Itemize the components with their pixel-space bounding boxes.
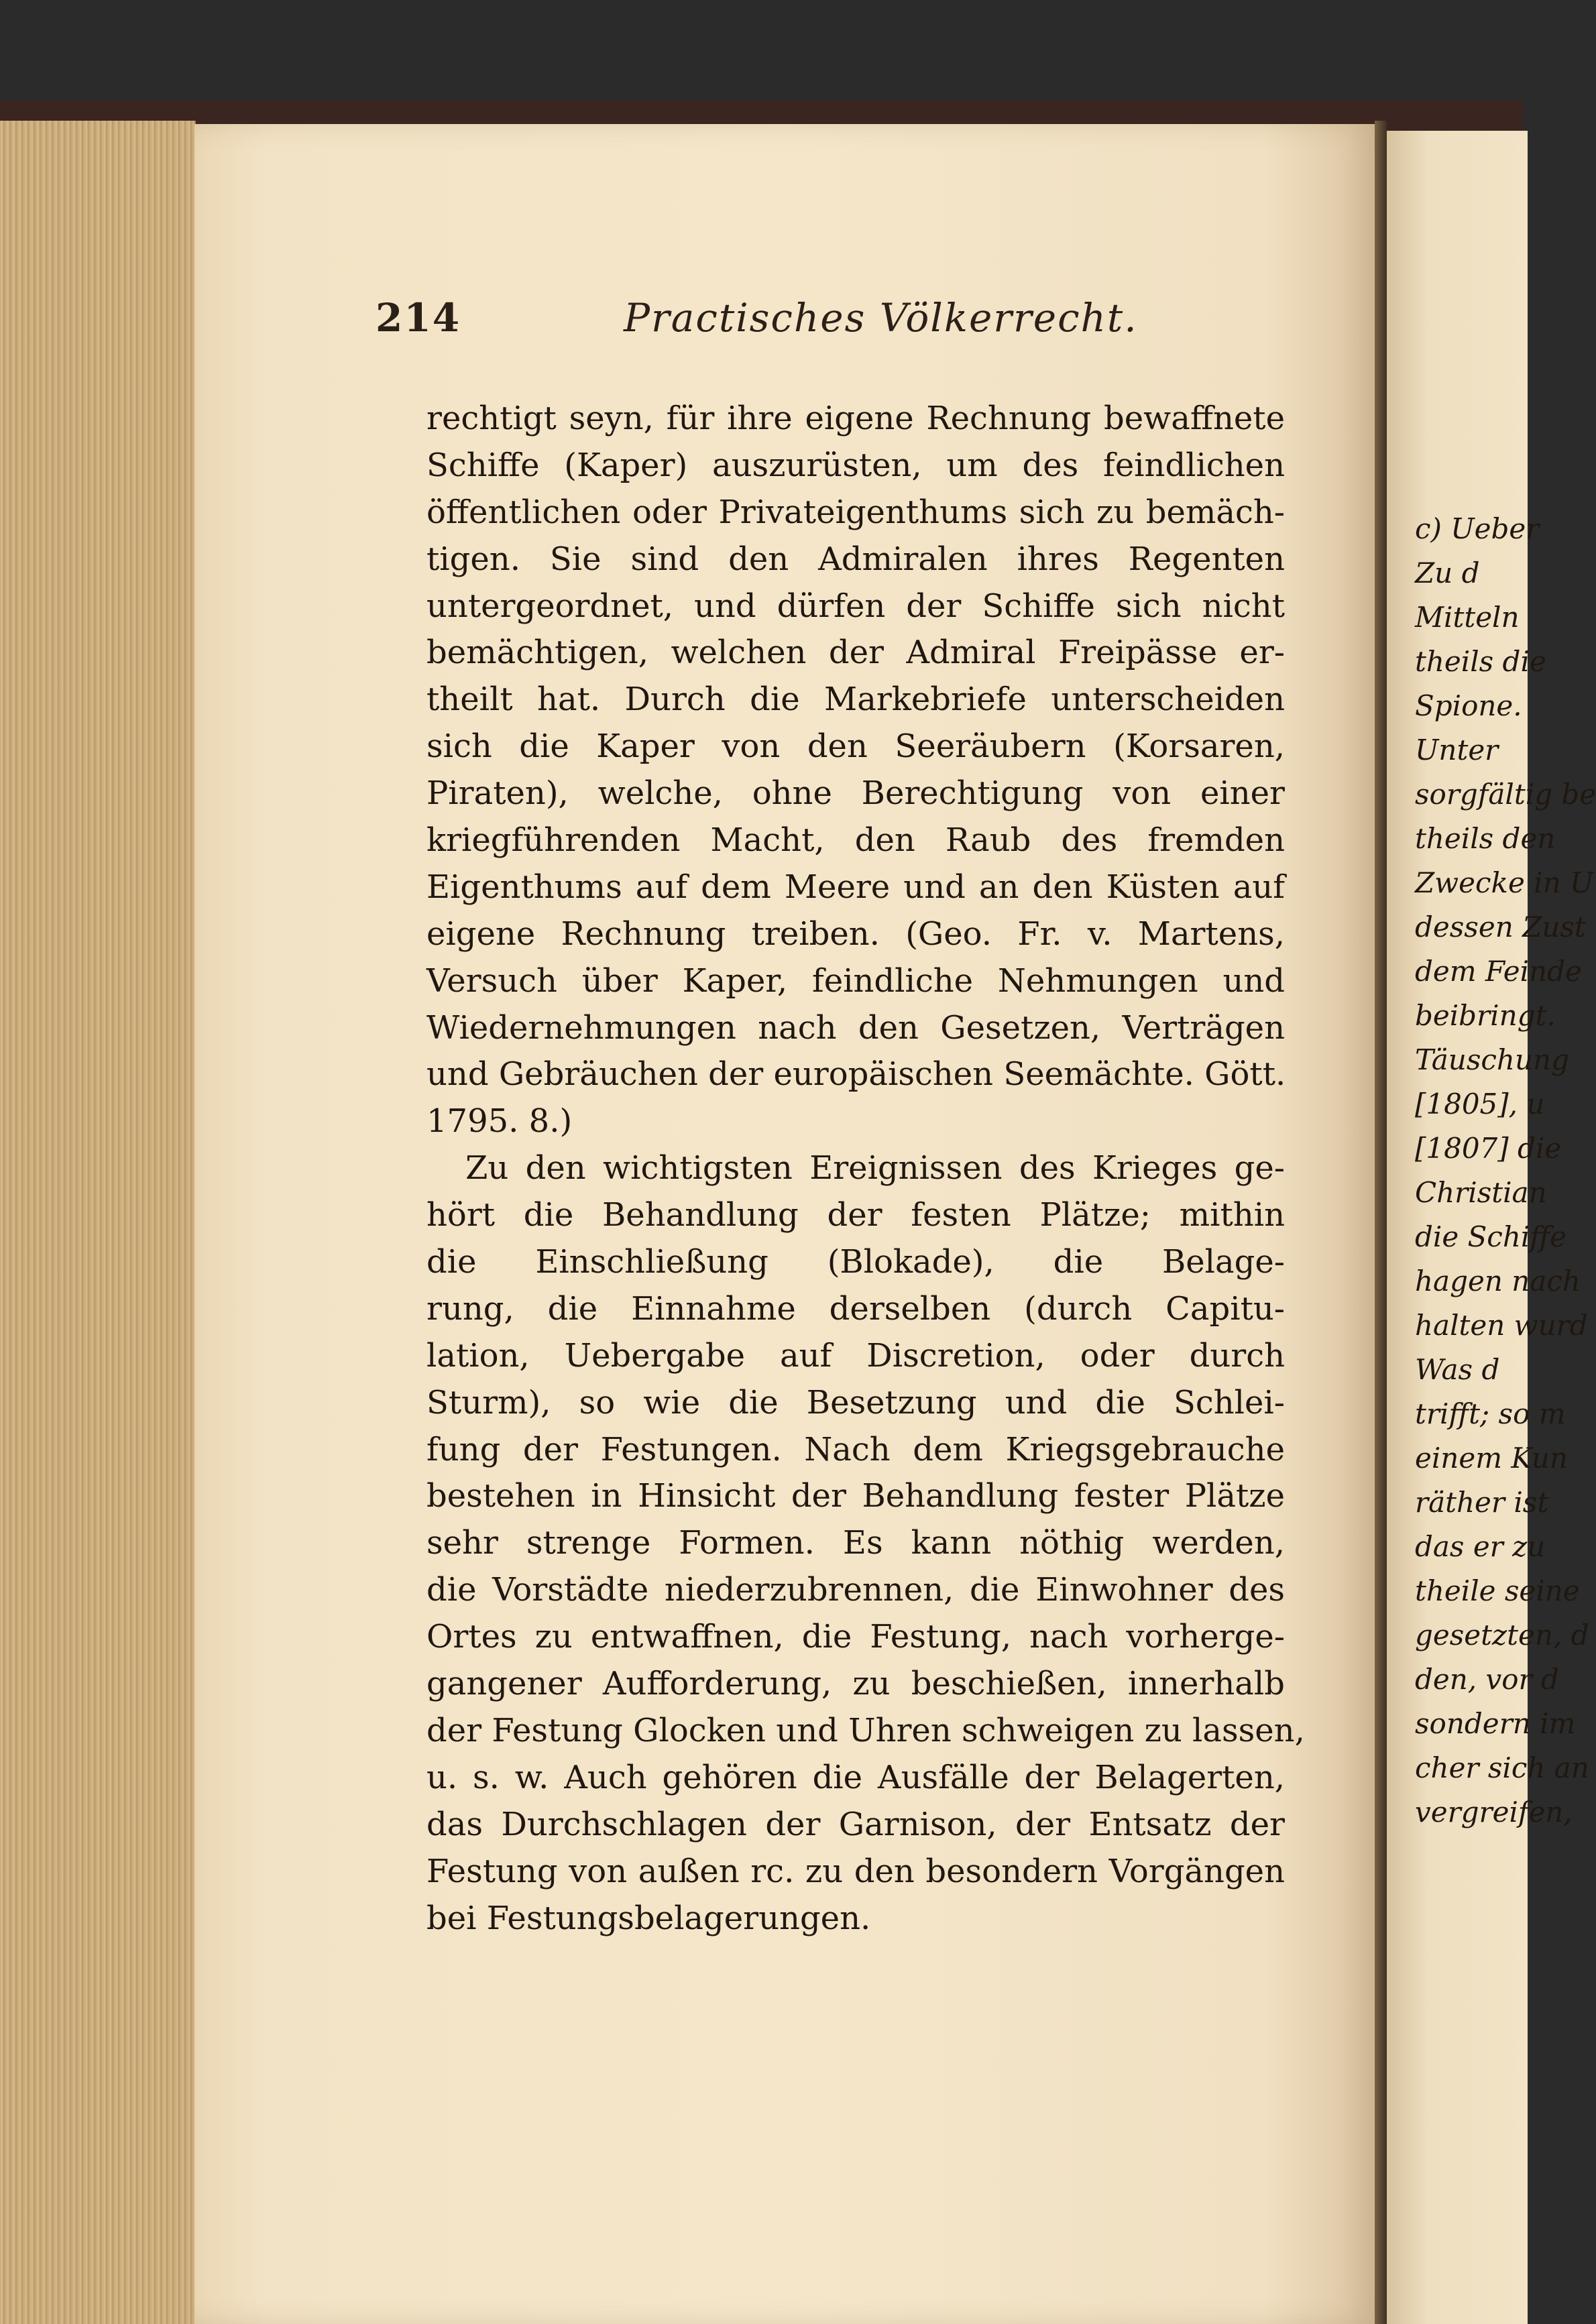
adjacent-line: einem Kun [1415,1442,1568,1474]
adjacent-line: hagen nach [1415,1265,1581,1297]
text-line: und Gebräuchen der europäischen Seemächte. Gött. [426,1055,1286,1094]
text-line: tigen. Sie sind den Admiralen ihres Regenten [426,540,1285,578]
adjacent-line: theile seine [1415,1574,1580,1607]
adjacent-line: gesetzten, d [1415,1619,1589,1651]
text-line: Eigenthums auf dem Meere und an den Küsten auf [426,868,1285,906]
adjacent-line: halten wurd [1415,1309,1588,1342]
running-head: Practisches Völkerrecht. [624,295,1138,341]
text-line: u. s. w. Auch gehören die Ausfälle der Belagerten, [426,1758,1285,1796]
text-line: bei Festungsbelagerungen. [426,1899,871,1937]
page-number: 214 [376,295,461,341]
adjacent-line: Zu d [1415,557,1480,589]
text-line: rechtigt seyn, für ihre eigene Rechnung bewaffnete [426,400,1285,437]
adjacent-line: Zwecke in U [1415,866,1594,899]
adjacent-line: dessen Zust [1415,911,1586,943]
text-line: die Einschließung (Blokade), die Belage- [426,1243,1285,1281]
text-line: Versuch über Kaper, feindliche Nehmungen und [426,962,1285,1000]
text-line: gangener Aufforderung, zu beschießen, innerhalb [426,1665,1285,1703]
text-line: eigene Rechnung treiben. (Geo. Fr. v. Martens, [426,915,1285,953]
adjacent-line: Mitteln [1415,601,1520,634]
adjacent-line: Unter [1415,734,1499,766]
text-line: bestehen in Hinsicht der Behandlung fester Plätze [426,1477,1285,1515]
adjacent-line: c) Ueber [1415,512,1540,545]
adjacent-line: den, vor d [1415,1663,1559,1696]
adjacent-line: sorgfältig be [1415,778,1596,811]
adjacent-page-text [1415,510,1596,1837]
adjacent-line: vergreifen, [1415,1796,1573,1828]
adjacent-line: Was d [1415,1353,1500,1386]
adjacent-line: theils den [1415,822,1556,855]
text-line: kriegführenden Macht, den Raub des fremden [426,821,1285,860]
text-line: Ortes zu entwaffnen, die Festung, nach vorherge- [426,1618,1285,1656]
text-line: lation, Uebergabe auf Discretion, oder durch [426,1336,1285,1375]
adjacent-line: räther ist [1415,1486,1549,1519]
adjacent-line: Spione. [1415,689,1522,722]
adjacent-line: die Schiffe [1415,1220,1566,1253]
text-line: bemächtigen, welchen der Admiral Freipässe er- [426,634,1285,672]
text-line: öffentlichen oder Privateigenthums sich zu bemäch- [426,493,1285,531]
page-header [376,295,1314,349]
text-line: Piraten), welche, ohne Berechtigung von einer [426,774,1285,813]
text-line: der Festung Glocken und Uhren schweigen zu lassen, [426,1711,1305,1749]
body-text [426,396,1305,1942]
text-line: hört die Behandlung der festen Plätze; mithin [426,1196,1285,1234]
text-line: Wiedernehmungen nach den Gesetzen, Verträgen [426,1008,1285,1047]
text-line: Sturm), so wie die Besetzung und die Schlei- [426,1383,1285,1421]
text-line: sich die Kaper von den Seeräubern (Korsaren, [426,728,1285,766]
text-line: untergeordnet, und dürfen der Schiffe sich nicht [426,587,1285,625]
text-line: 1795. 8.) [426,1102,573,1141]
adjacent-line: das er zu [1415,1530,1546,1563]
text-line: sehr strenge Formen. Es kann nöthig werden, [426,1524,1285,1562]
page-edges [0,121,196,2324]
adjacent-line: Christian [1415,1176,1547,1209]
adjacent-line: [1807] die [1415,1132,1562,1165]
adjacent-line: Täuschung [1415,1043,1569,1076]
adjacent-line: beibringt. [1415,999,1556,1032]
text-line: die Vorstädte niederzubrennen, die Einwohner des [426,1571,1285,1609]
adjacent-line: sondern im [1415,1707,1576,1740]
text-line: Zu den wichtigsten Ereignissen des Krieges ge- [465,1149,1285,1187]
text-line: das Durchschlagen der Garnison, der Entsatz der [426,1805,1285,1843]
adjacent-line: [1805], u [1415,1088,1545,1120]
text-line: Festung von außen rc. zu den besondern Vorgängen [426,1852,1285,1890]
adjacent-line: dem Feinde [1415,955,1582,988]
book-gutter [1375,121,1387,2324]
text-line: Schiffe (Kaper) auszurüsten, um des feindlichen [426,446,1285,484]
adjacent-line: trifft; so m [1415,1397,1566,1430]
adjacent-line: theils die [1415,645,1546,678]
text-line: theilt hat. Durch die Markebriefe unterscheiden [426,681,1285,719]
text-line: fung der Festungen. Nach dem Kriegsgebrauche [426,1430,1285,1468]
adjacent-line: cher sich an [1415,1751,1589,1784]
text-line: rung, die Einnahme derselben (durch Capitu- [426,1289,1285,1328]
